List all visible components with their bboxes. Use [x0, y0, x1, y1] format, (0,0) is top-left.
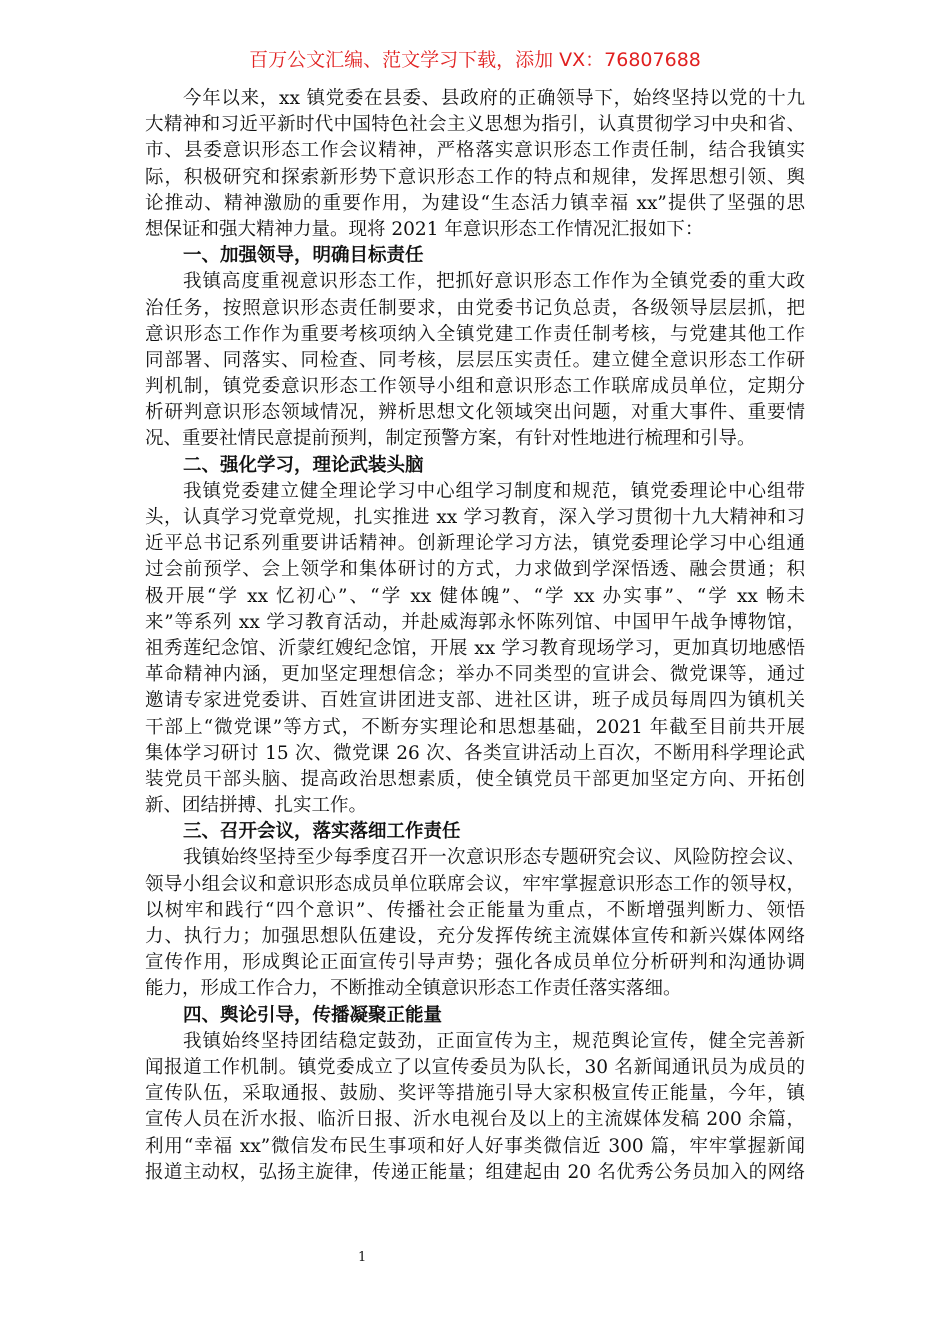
paragraph-line: 革命精神内涵，更加坚定理想信念；举办不同类型的宣讲会、微党课等，通过 — [145, 664, 805, 686]
paragraph-line: 装党员干部头脑、提高政治思想素质，使全镇党员干部更加坚定方向、开拓创 — [145, 768, 805, 790]
paragraph-line: 意识形态工作作为重要考核项纳入全镇党建工作责任制考核，与党建其他工作 — [145, 323, 805, 345]
paragraph-line: 我镇始终坚持团结稳定鼓劲，正面宣传为主，规范舆论宣传，健全完善新 — [183, 1030, 805, 1052]
paragraph-line: 头，认真学习党章党规，扎实推进 xx 学习教育，深入学习贯彻十九大精神和习 — [145, 507, 805, 528]
page-number: 1 — [358, 1250, 367, 1265]
paragraph-line: 报道主动权，弘扬主旋律，传递正能量；组建起由 20 名优秀公务员加入的网络 — [145, 1161, 805, 1183]
paragraph — [145, 845, 805, 1002]
paragraph-line: 我镇始终坚持至少每季度召开一次意识形态专题研究会议、风险防控会议、 — [183, 847, 805, 869]
paragraph-line: 同部署、同落实、同检查、同考核，层层压实责任。建立健全意识形态工作研 — [145, 349, 805, 371]
paragraph-line: 能力，形成工作合力，不断推动全镇意识形态工作责任落实落细。 — [145, 978, 682, 1000]
paragraph-line: 论推动、精神激励的重要作用，为建设“生态活力镇幸福 xx”提供了坚强的思 — [145, 192, 805, 214]
paragraph — [145, 1029, 805, 1186]
paragraph-line: 过会前预学、会上领学和集体研讨的方式，力求做到学深悟透、融会贯通；积 — [145, 559, 805, 581]
paragraph-line: 闻报道工作机制。镇党委成立了以宣传委员为队长，30 名新闻通讯员为成员的 — [145, 1056, 805, 1078]
paragraph-line: 祖秀莲纪念馆、沂蒙红嫂纪念馆，开展 xx 学习教育现场学习，更加真切地感悟 — [145, 637, 805, 659]
document-body — [145, 86, 805, 1186]
section-heading: 一、加强领导，明确目标责任 — [183, 245, 424, 267]
paragraph-line: 判机制，镇党委意识形态工作领导小组和意识形态工作联席成员单位，定期分 — [145, 376, 805, 398]
paragraph-line: 极开展“学 xx 忆初心”、“学 xx 健体魄”、“学 xx 办实事”、“学 xx 畅未 — [145, 585, 805, 607]
paragraph-line: 领导小组会议和意识形态成员单位联席会议，牢牢掌握意识形态工作的领导权， — [145, 873, 805, 895]
paragraph-line: 大精神和习近平新时代中国特色社会主义思想为指引，认真贯彻学习中央和省、 — [145, 114, 805, 136]
paragraph-line: 干部上“微党课”等方式，不断夯实理论和思想基础，2021 年截至目前共开展 — [145, 716, 805, 738]
paragraph-line: 来”等系列 xx 学习教育活动，并赴威海郭永怀陈列馆、中国甲午战争博物馆， — [145, 611, 805, 633]
paragraph-line: 集体学习研讨 15 次、微党课 26 次、各类宣讲活动上百次，不断用科学理论武 — [145, 742, 805, 764]
paragraph — [145, 479, 805, 819]
paragraph-line: 近平总书记系列重要讲话精神。创新理论学习方法，镇党委理论学习中心组通 — [145, 533, 805, 555]
paragraph-line: 我镇党委建立健全理论学习中心组学习制度和规范，镇党委理论中心组带 — [183, 480, 805, 502]
paragraph — [145, 86, 805, 243]
paragraph-line: 况、重要社情民意提前预判，制定预警方案，有针对性地进行梳理和引导。 — [145, 428, 756, 450]
paragraph-line: 市、县委意识形态工作会议精神，严格落实意识形态工作责任制，结合我镇实 — [145, 140, 805, 162]
section-heading: 三、召开会议，落实落细工作责任 — [183, 821, 461, 843]
paragraph-line: 想保证和强大精神力量。现将 2021 年意识形态工作情况汇报如下： — [145, 218, 704, 240]
watermark-banner: 百万公文汇编、范文学习下载，添加 VX：76807688 — [249, 49, 701, 71]
paragraph-line: 新、团结拼搏、扎实工作。 — [145, 795, 368, 817]
paragraph-line: 宣传作用，形成舆论正面宣传引导声势；强化各成员单位分析研判和沟通协调 — [145, 952, 805, 974]
paragraph-line: 以树牢和践行“四个意识”、传播社会正能量为重点，不断增强判断力、领悟 — [145, 899, 805, 921]
paragraph-line: 宣传人员在沂水报、临沂日报、沂水电视台及以上的主流媒体发稿 200 余篇， — [145, 1109, 805, 1131]
paragraph-line: 力、执行力；加强思想队伍建设，充分发挥传统主流媒体宣传和新兴媒体网络 — [145, 926, 805, 947]
paragraph-line: 宣传队伍，采取通报、鼓励、奖评等措施引导大家积极宣传正能量，今年，镇 — [145, 1083, 805, 1105]
section-heading: 二、强化学习，理论武装头脑 — [183, 454, 424, 476]
paragraph-line: 治任务，按照意识形态责任制要求，由党委书记负总责，各级领导层层抓，把 — [145, 297, 805, 319]
paragraph-line: 析研判意识形态领域情况，辨析思想文化领域突出问题，对重大事件、重要情 — [145, 402, 805, 424]
paragraph-line: 我镇高度重视意识形态工作，把抓好意识形态工作作为全镇党委的重大政 — [183, 271, 805, 293]
paragraph — [145, 269, 805, 452]
paragraph-line: 际，积极研究和探索新形势下意识形态工作的特点和规律，发挥思想引领、舆 — [145, 166, 805, 188]
section-heading: 四、舆论引导，传播凝聚正能量 — [183, 1004, 443, 1026]
paragraph-line: 利用“幸福 xx”微信发布民生事项和好人好事类微信近 300 篇，牢牢掌握新闻 — [145, 1135, 805, 1157]
paragraph-line: 邀请专家进党委讲、百姓宣讲团进支部、进社区讲，班子成员每周四为镇机关 — [145, 690, 805, 712]
paragraph-line: 今年以来，xx 镇党委在县委、县政府的正确领导下，始终坚持以党的十九 — [183, 88, 805, 109]
